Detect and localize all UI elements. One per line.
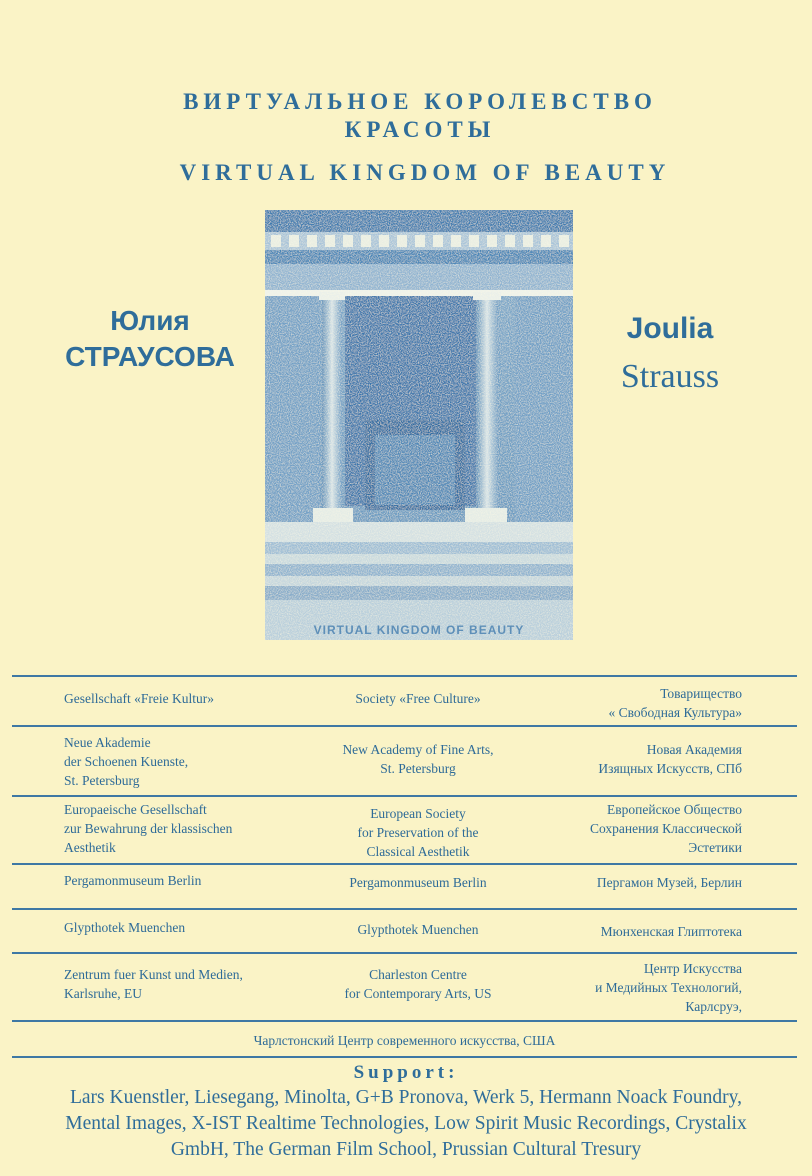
partner-row-3-ru: Европейское Общество Сохранения Классической Эстетики [589, 802, 742, 855]
artist-first-name-ru: Юлия [110, 305, 190, 336]
divider [12, 675, 797, 677]
divider [12, 795, 797, 797]
partner-row-3-de: Europaeische Gesellschaft zur Bewahrung der klassischen Aesthetik [64, 802, 233, 855]
partner-row-2-de: Neue Akademie der Schoenen Kuenste, St. Petersburg [64, 735, 189, 788]
title-russian-line2: КРАСОТЫ [344, 117, 496, 142]
partner-row-1-en: Society «Free Culture» [355, 691, 481, 706]
divider [12, 1056, 797, 1058]
title-english: VIRTUAL KINGDOM OF BEAUTY [179, 160, 671, 185]
artist-name-english [585, 305, 755, 401]
artist-first-name-en: Joulia [626, 312, 714, 345]
title-russian [100, 88, 740, 144]
divider [12, 1020, 797, 1022]
partner-row-6-de: Zentrum fuer Kunst und Medien, Karlsruhe, EU [64, 967, 243, 1001]
support-sponsors [28, 1085, 784, 1163]
partner-row-2-en: New Academy of Fine Arts, St. Petersburg [342, 742, 494, 776]
partner-row-5-ru: Мюнхенская Глиптотека [600, 924, 742, 939]
partner-row-4-en: Pergamonmuseum Berlin [349, 875, 487, 890]
partner-row-1-ru: Товарищество « Свободная Культура» [608, 686, 742, 720]
divider [12, 725, 797, 727]
partner-row-6-ru: Центр Искусства и Медийных Технологий, Карлсруэ, [595, 961, 742, 1014]
partner-row-3-en: European Society for Preservation of the Classical Aesthetik [357, 806, 479, 859]
partner-row-1-de: Gesellschaft «Freie Kultur» [64, 691, 214, 706]
title-russian-line1: ВИРТУАЛЬНОЕ КОРОЛЕВСТВО [183, 89, 657, 114]
support-line: GmbH, The German Film School, Prussian Cultural Tresury [170, 1139, 642, 1160]
support-line: Mental Images, X-IST Realtime Technologies, Low Spirit Music Recordings, Crystalix [65, 1113, 747, 1134]
artist-name-russian [40, 303, 260, 375]
support-heading: Support: [353, 1062, 459, 1083]
divider [12, 908, 797, 910]
partner-row-5-en: Glypthotek Muenchen [357, 922, 479, 937]
charleston-centre-ru: Чарлстонский Центр современного искусства, США [253, 1033, 556, 1048]
partner-row-6-en: Charleston Centre for Contemporary Arts, US [344, 967, 492, 1001]
partner-row-5-de: Glypthotek Muenchen [64, 920, 186, 935]
photo-caption: VIRTUAL KINGDOM OF BEAUTY [313, 623, 525, 637]
divider [12, 863, 797, 865]
partner-row-4-ru: Пергамон Музей, Берлин [596, 875, 742, 890]
support-line: Lars Kuenstler, Liesegang, Minolta, G+B Pronova, Werk 5, Hermann Noack Foundry, [69, 1087, 743, 1108]
artist-last-name-en: Strauss [620, 358, 720, 395]
divider [12, 952, 797, 954]
portico-photo [265, 210, 573, 640]
partner-row-2-ru: Новая Академия Изящных Искусств, СПб [598, 742, 742, 776]
artist-last-name-ru: СТРАУСОВА [65, 341, 235, 372]
partner-row-4-de: Pergamonmuseum Berlin [64, 873, 202, 888]
